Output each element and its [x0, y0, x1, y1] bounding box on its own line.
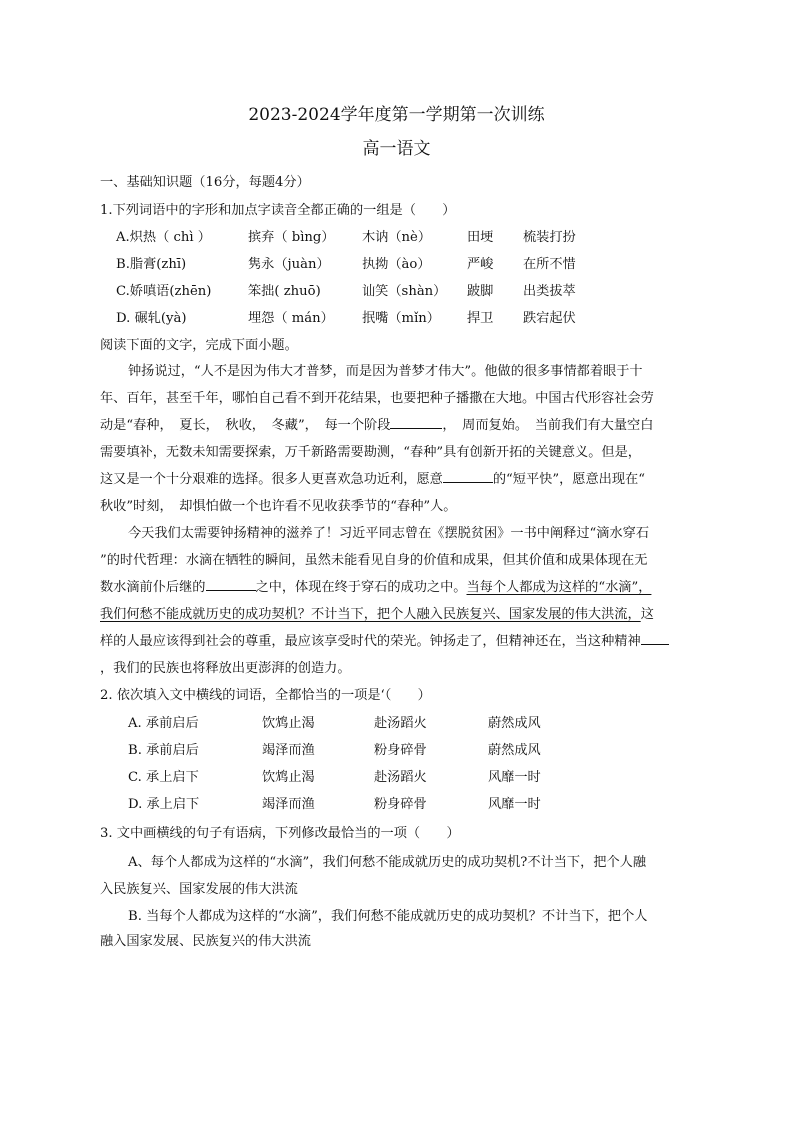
q3-option-b-line: B. 当每个人都成为这样的“水滴”，我们何愁不能成就历史的成功契机？不计当下，把个人 [128, 909, 648, 924]
q1-option-label: D. 碾轧(yà) [116, 311, 187, 326]
q1-option-a [116, 226, 596, 244]
q1-option-c [116, 280, 596, 298]
q2-option-text: 粉身碎骨 [374, 797, 427, 812]
q1-option-item: 木讷（nè） [362, 230, 432, 245]
q2-option-c [128, 766, 588, 784]
q2-option-text: A. 承前启后 [128, 716, 199, 731]
passage-line: 秋收”时刻， 却惧怕做一个也许看不见收获季节的“春种”人。 [100, 499, 457, 514]
passage-text: 样的人最应该得到社会的尊重，最应该享受时代的荣光。钟扬走了，但精神还在，当这种精神 [100, 634, 641, 649]
q3-option-a-line: 入民族复兴、国家发展的伟大洪流 [100, 882, 298, 897]
page-title: 2023-2024学年度第一学期第一次训练 [248, 105, 545, 125]
q2-option-text: 粉身碎骨 [374, 743, 427, 758]
q1-option-item: 捍卫 [467, 311, 494, 326]
q1-option-item: 埋怨（ mán） [248, 311, 334, 326]
fill-blank-3[interactable] [206, 577, 256, 591]
passage-line: ，我们的民族也将释放出更澎湃的创造力。 [100, 661, 351, 676]
q1-option-item: 田埂 [467, 230, 494, 245]
q1-option-item: 抿嘴（mǐn） [362, 311, 440, 326]
passage-text: 之中，体现在终于穿石的成功之中。 [255, 580, 467, 595]
q2-option-b [128, 739, 588, 757]
passage-line: 年、百年，甚至千年，哪怕自己看不到开花结果，也要把种子播撒在大地。中国古代形容社会劳 [100, 391, 654, 406]
reading-intro: 阅读下面的文字，完成下面小题。 [100, 338, 298, 353]
q1-option-item: 在所不惜 [523, 257, 576, 272]
underlined-sentence: 当每个人都成为这样的“水滴”， [466, 580, 652, 595]
passage-text: 的“短平快”，愿意出现在“ [492, 472, 645, 487]
q2-option-text: 蔚然成风 [488, 716, 541, 731]
question-3-stem: 3. 文中画横线的句子有语病，下列修改最恰当的一项（ ） [100, 826, 460, 841]
passage-line [100, 630, 669, 649]
q1-option-item: 执拗（ào） [362, 257, 431, 272]
fill-blank-1[interactable] [390, 415, 442, 429]
fill-blank-2[interactable] [443, 469, 493, 483]
q1-option-d [116, 307, 596, 325]
q2-option-text: 风靡一时 [488, 797, 541, 812]
q1-option-item: 摈弃（ bìng） [248, 230, 335, 245]
q2-option-text: 蔚然成风 [488, 743, 541, 758]
q2-option-d [128, 793, 588, 811]
q1-option-item: 笨拙( zhuō) [248, 284, 321, 299]
q1-option-item: 讪笑（shàn） [362, 284, 447, 299]
fill-blank-4[interactable] [641, 631, 669, 645]
passage-line: 需要填补，无数未知需要探索，万千新路需要勘测，“春种”具有创新开拓的关键意义。但是， [100, 445, 641, 460]
q1-option-item: 严峻 [467, 257, 494, 272]
q1-option-label: A.炽热（ chì ） [116, 230, 211, 245]
passage-text: ， 周而复始。 当前我们有大量空白 [442, 418, 654, 433]
question-2-stem: 2. 依次填入文中横线的词语，全都恰当的一项是‘（ ） [100, 688, 431, 703]
section-heading: 一、基础知识题（16分，每题4分） [100, 175, 310, 190]
q2-option-text: B. 承前启后 [128, 743, 199, 758]
passage-line [100, 468, 645, 487]
passage-line [100, 414, 653, 433]
q3-option-a-line: A、每个人都成为这样的“水滴”，我们何愁不能成就历史的成功契机?不计当下，把个人融 [128, 855, 647, 870]
q1-option-item: 跛脚 [467, 284, 494, 299]
q2-option-text: 竭泽而渔 [262, 743, 315, 758]
question-1-stem: 1.下列词语中的字形和加点字读音全都正确的一组是（ ） [100, 203, 456, 218]
q3-option-b-line: 融入国家发展、民族复兴的伟大洪流 [100, 934, 311, 949]
q2-option-a [128, 712, 588, 730]
passage-text: 数水滴前仆后继的 [100, 580, 206, 595]
passage-line: 钟扬说过，“人不是因为伟大才普梦，而是因为普梦才伟大”。他做的很多事情都着眼于十 [128, 364, 643, 379]
q1-option-item: 梳装打扮 [523, 230, 576, 245]
q2-option-text: C. 承上启下 [128, 770, 199, 785]
passage-line [100, 603, 654, 622]
q1-option-item: 跌宕起伏 [523, 311, 576, 326]
q1-option-label: B.脂膏(zhī) [116, 257, 187, 272]
q2-option-text: 赴汤蹈火 [374, 770, 427, 785]
passage-line: ”的时代哲理：水滴在牺牲的瞬间，虽然未能看见自身的价值和成果，但其价值和成果体现在无 [100, 553, 648, 568]
passage-text: 动是“春种， 夏长， 秋收， 冬藏”， 每一个阶段 [100, 418, 391, 433]
q1-option-b [116, 253, 596, 271]
page-subtitle: 高一语文 [362, 139, 431, 159]
passage-text: 这又是一个十分艰难的选择。很多人更喜欢急功近利，愿意 [100, 472, 443, 487]
q2-option-text: D. 承上启下 [128, 797, 200, 812]
q1-option-item: 隽永（juàn） [248, 257, 330, 272]
q1-option-label: C.娇嗔语(zhēn) [116, 284, 212, 299]
q2-option-text: 赴汤蹈火 [374, 716, 427, 731]
q2-option-text: 饮鸩止渴 [262, 716, 315, 731]
passage-text: 这 [640, 607, 654, 622]
q2-option-text: 饮鸩止渴 [262, 770, 315, 785]
q2-option-text: 风靡一时 [488, 770, 541, 785]
passage-line: 今天我们太需要钟扬精神的滋养了！习近平同志曾在《摆脱贫困》一书中阐释过“滴水穿石 [128, 526, 650, 541]
passage-line [100, 576, 651, 595]
q1-option-item: 出类拔萃 [523, 284, 576, 299]
q2-option-text: 竭泽而渔 [262, 797, 315, 812]
underlined-sentence: 我们何愁不能成就历史的成功契机？不计当下，把个人融入民族复兴、国家发展的伟大洪流， [100, 607, 641, 622]
